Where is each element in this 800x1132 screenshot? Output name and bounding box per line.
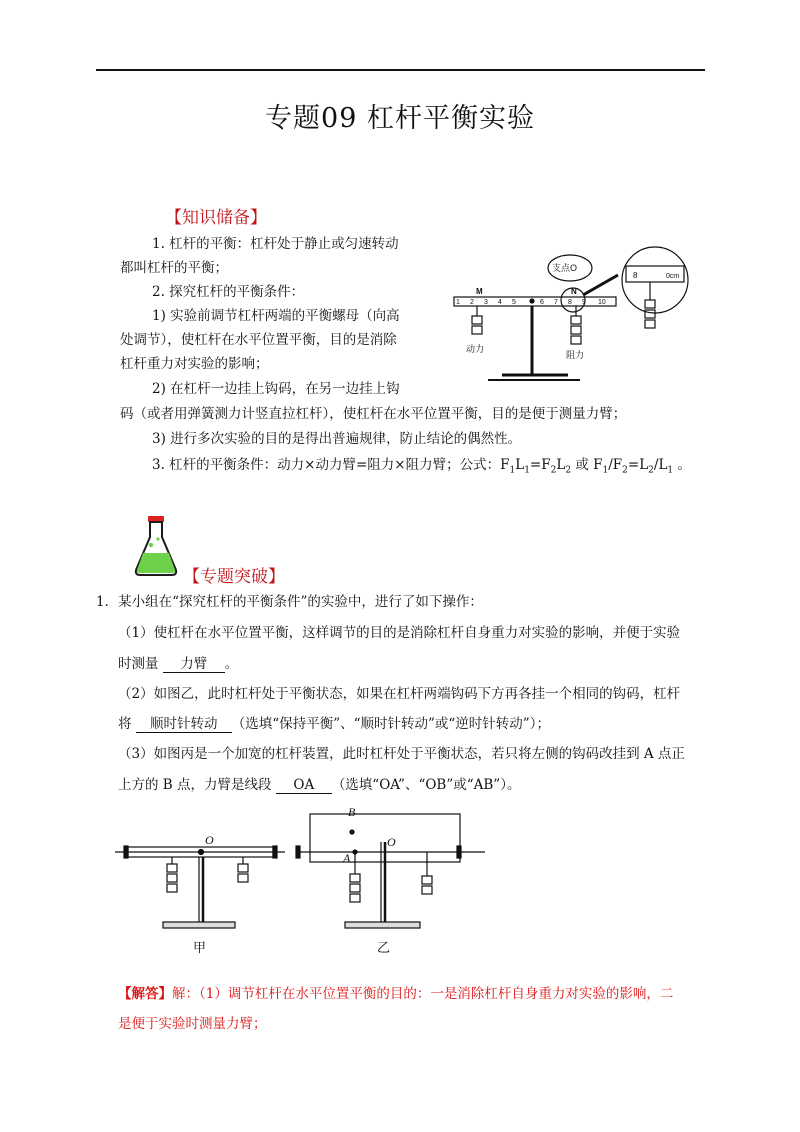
scale-mark: 9 [582,299,586,306]
scale-mark: 3 [484,299,488,306]
zoom-unit: 0cm [666,273,680,280]
question-2-answer-line [118,718,550,733]
scale-mark: 6 [540,299,544,306]
formula-line [152,459,691,476]
question-intro: 1．某小组在“探究杠杆的平衡条件”的实验中，进行了如下操作： [96,594,483,610]
knowledge-text: 1. 杠杆的平衡：杠杆处于静止或匀速转动 [152,236,399,252]
label-figure-jia: 甲 [193,941,207,956]
knowledge-text: 码（或者用弹簧测力计竖直拉杠杆），使杠杆在水平位置平衡，目的是便于测量力臂； [120,406,627,422]
section-heading-knowledge: 【知识储备】 [165,208,267,228]
top-rule [96,69,705,71]
scale-mark: 1 [456,299,460,306]
formula: $F_1L_1=F_2L_2$ 或 $F_1/F_2=L_2/L_1$ 。 [500,457,691,476]
question-3: （3）如图丙是一个加宽的杠杆装置，此时杠杆处于平衡状态，若只将左侧的钩码改挂到 A 点正 [118,746,685,762]
label-pivot: 支点O [552,263,578,273]
scale-mark: 2 [470,299,474,306]
scale-mark: 10 [598,299,606,306]
lever-figures [115,802,490,962]
lever-experiment-figure [440,240,695,388]
answer-blank: OA [276,779,332,794]
question-text: 时测量 [118,656,159,672]
knowledge-text: 3) 进行多次实验的目的是得出普遍规律，防止结论的偶然性。 [152,431,522,447]
answer-blank: 力臂 [163,658,225,673]
question-3-answer-line [118,779,520,794]
label-o-left: O [205,833,214,847]
scale-mark: 4 [498,299,502,306]
page-title: 专题09 杠杆平衡实验 [265,103,535,134]
label-n: N [571,287,577,296]
question-2: （2）如图乙，此时杠杆处于平衡状态，如果在杠杆两端钩码下方再各挂一个相同的钩码，杠杆 [118,686,681,702]
scale-mark: 7 [554,299,558,306]
knowledge-text: 2) 在杠杆一边挂上钩码，在另一边挂上钩 [152,381,400,397]
question-text: （选填“OA”、“OB”或“AB”）。 [331,777,521,793]
knowledge-text: 2. 探究杠杆的平衡条件： [152,284,305,300]
lever-bar [454,297,616,306]
question-1: （1）使杠杆在水平位置平衡，这样调节的目的是消除杠杆自身重力对实验的影响，并便于实验 [118,625,681,641]
answer-line [118,988,673,1002]
answer-blank: 顺时针转动 [136,718,232,733]
question-1-answer-line [118,658,238,673]
question-text: 。 [224,656,239,672]
label-b: B [348,805,356,819]
scale-mark: 5 [512,299,516,306]
knowledge-text: 处调节），使杠杆在水平位置平衡，目的是消除 [120,332,397,348]
answer-text: 是便于实验时测量力臂； [118,1016,267,1032]
knowledge-text: 杠杆重力对实验的影响； [120,356,269,372]
label-load: 阻力 [566,350,585,360]
answer-text: 解：（1）调节杠杆在水平位置平衡的目的：一是消除杠杆自身重力对实验的影响，二 [172,986,674,1002]
formula-lead: 3. 杠杆的平衡条件：动力×动力臂=阻力×阻力臂；公式： [152,457,501,473]
question-text: （选填“保持平衡”、“顺时针转动”或“逆时针转动”）； [231,716,550,732]
label-figure-yi: 乙 [377,941,391,956]
scale-mark: 8 [568,299,572,306]
answer-tag: 【解答】 [118,986,172,1002]
zoom-mark: 8 [633,271,638,280]
label-a: A [343,851,351,865]
section-heading-breakthrough: 【专题突破】 [183,567,285,587]
knowledge-text: 1) 实验前调节杠杆两端的平衡螺母（向高 [152,308,400,324]
label-o-right: O [387,835,396,849]
flask-icon [132,515,180,577]
question-text: 上方的 B 点，力臂是线段 [118,777,272,793]
label-effort: 动力 [466,344,485,354]
knowledge-text: 都叫杠杆的平衡； [120,260,228,276]
question-text: 将 [118,716,132,732]
label-m: M [476,287,483,296]
